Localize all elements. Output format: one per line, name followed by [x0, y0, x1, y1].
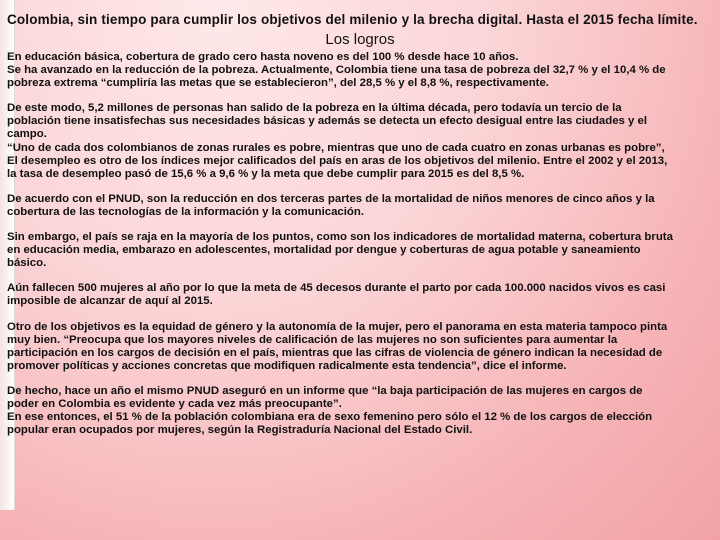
paragraph-line: “Uno de cada dos colombianos de zonas rurales es pobre, mientras que uno de cada cuatro en zonas urbanas es pobre”, [7, 141, 665, 154]
slide-subtitle: Los logros [325, 31, 395, 48]
paragraph-line: en educación media, embarazo en adolescentes, mortalidad por dengue y coberturas de agua potable y saneamiento [7, 244, 641, 257]
paragraph [7, 231, 713, 270]
slide-content [7, 12, 713, 449]
paragraph-line: cobertura de las tecnologías de la información y la comunicación. [7, 205, 365, 218]
paragraph [7, 193, 713, 219]
paragraph-line: De acuerdo con el PNUD, son la reducción en dos terceras partes de la mortalidad de niños menores de cinco años y la [7, 192, 655, 205]
paragraph-line: población tiene insatisfechas sus necesidades básicas y además se detecta un efecto desigual entre las ciudades y el [7, 115, 648, 128]
paragraph-line: imposible de alcanzar de aquí al 2015. [7, 295, 213, 308]
paragraph-line: popular eran ocupados por mujeres, según la Registraduría Nacional del Estado Civil. [7, 424, 473, 437]
paragraph-line: En ese entonces, el 51 % de la población colombiana era de sexo femenino pero sólo el 12 % de los cargos de elección [7, 411, 653, 424]
paragraph-line: campo. [7, 128, 47, 141]
paragraph-line: muy bien. “Preocupa que los mayores niveles de calificación de las mujeres no son suficientes para aumentar la [7, 333, 618, 346]
paragraph-list [7, 51, 713, 437]
paragraph-line: poder en Colombia es evidente y cada vez más preocupante”. [7, 397, 342, 410]
paragraph-line: pobreza extrema “cumpliría las metas que se establecieron”, del 28,5 % y el 8,8 %, respectivamente. [7, 77, 549, 90]
paragraph-line: promover políticas y acciones concretas que modifiquen radicalmente esta tendencia”, dice el informe. [7, 359, 567, 372]
paragraph-line: El desempleo es otro de los índices mejor calificados del país en aras de los objetivos del milenio. Entre el 2002 y el 2013, [7, 154, 668, 167]
paragraph-line: De este modo, 5,2 millones de personas han salido de la pobreza en la última década, pero todavía un tercio de la [7, 102, 622, 115]
paragraph-line: Otro de los objetivos es la equidad de género y la autonomía de la mujer, pero el panorama en esta materia tampoco pinta [7, 320, 668, 333]
paragraph [7, 385, 713, 437]
paragraph-line: Aún fallecen 500 mujeres al año por lo que la meta de 45 decesos durante el parto por cada 100.000 nacidos vivos es casi [7, 282, 666, 295]
paragraph [7, 321, 713, 373]
paragraph-line: básico. [7, 257, 47, 270]
paragraph-line: participación en los cargos de decisión en el país, mientras que las cifras de violencia de género indican la necesidad de [7, 346, 663, 359]
paragraph-line: De hecho, hace un año el mismo PNUD aseguró en un informe que “la baja participación de las mujeres en cargos de [7, 384, 643, 397]
paragraph [7, 282, 713, 308]
paragraph-line: Se ha avanzado en la reducción de la pobreza. Actualmente, Colombia tiene una tasa de pobreza del 32,7 % y el 10,4 % de [7, 64, 666, 77]
paragraph-line: Sin embargo, el país se raja en la mayoría de los puntos, como son los indicadores de mortalidad materna, cobertura bruta [7, 231, 673, 244]
paragraph-line: En educación básica, cobertura de grado cero hasta noveno es del 100 % desde hace 10 años. [7, 51, 519, 63]
slide-title: Colombia, sin tiempo para cumplir los objetivos del milenio y la brecha digital. Hasta el 2015 fecha límite. [7, 12, 698, 27]
paragraph [7, 102, 713, 181]
paragraph-line: la tasa de desempleo pasó de 15,6 % a 9,6 % y la meta que debe cumplir para 2015 es del 8,5 %. [7, 167, 525, 180]
paragraph [7, 51, 713, 90]
